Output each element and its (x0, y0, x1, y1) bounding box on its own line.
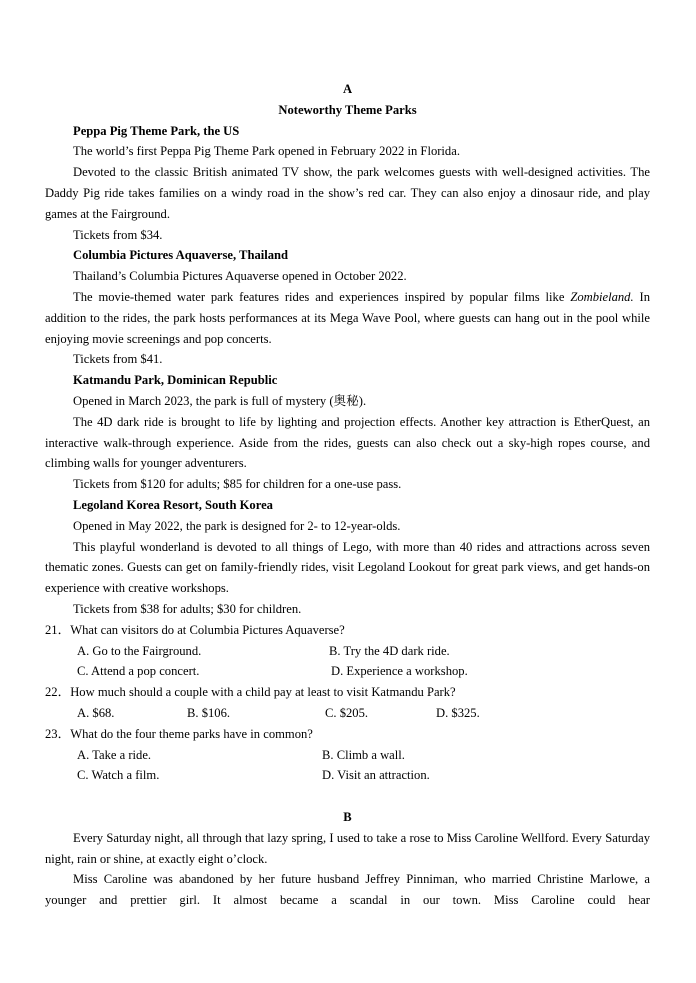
park-heading-katmandu: Katmandu Park, Dominican Republic (73, 373, 278, 388)
park-tickets: Tickets from $38 for adults; $30 for children. (73, 601, 302, 616)
park-paragraph: The world’s first Peppa Pig Theme Park opened in February 2022 in Florida. (73, 144, 460, 159)
park-tickets: Tickets from $34. (73, 227, 163, 242)
option-a: A. $68. (77, 705, 115, 720)
park-heading-peppa: Peppa Pig Theme Park, the US (73, 123, 240, 138)
question-21: 21．What can visitors do at Columbia Pictures Aquaverse? (45, 622, 345, 637)
park-paragraph: Opened in March 2023, the park is full of mystery (奥秘). (73, 393, 367, 408)
question-21-options (45, 661, 650, 682)
park-paragraph: Devoted to the classic British animated TV show, the park welcomes guests with well-designed activities. The Daddy Pig ride takes families on a windy road in the show’s red car. They can also enjoy a dinosaur ride, and play games at the Fairground. (45, 165, 650, 221)
movie-title-italic: Zombieland. (570, 289, 634, 304)
option-d: D. Visit an attraction. (322, 768, 430, 783)
exam-page (45, 79, 650, 911)
park-tickets: Tickets from $41. (73, 352, 163, 367)
option-c: C. Watch a film. (77, 768, 160, 783)
question-23-options (45, 745, 650, 766)
option-d: D. $325. (436, 705, 480, 720)
park-paragraph: This playful wonderland is devoted to all things of Lego, with more than 40 rides and attractions across seven thematic zones. Guests can get on family-friendly rides, visit Legoland Lookout for great park views, and get hands-on experience with creative workshops. (45, 539, 650, 596)
option-a: A. Take a ride. (77, 747, 152, 762)
question-21-options (45, 641, 650, 662)
question-23-options (45, 765, 650, 786)
question-23: 23．What do the four theme parks have in common? (45, 726, 313, 741)
movie-text-after: In addition to the rides, the park hosts performances at its Mega Wave Pool, where guests can hang out in the pool while enjoying movie screenings and pop concerts. (45, 289, 650, 346)
question-22: 22．How much should a couple with a child pay at least to visit Katmandu Park? (45, 685, 456, 700)
movie-text-before: The movie-themed water park features rides and experiences inspired by popular films like (73, 289, 571, 304)
section-a-letter: A (342, 82, 353, 96)
park-paragraph: Thailand’s Columbia Pictures Aquaverse opened in October 2022. (73, 269, 407, 284)
option-b: B. Climb a wall. (322, 747, 405, 762)
section-gap (45, 786, 650, 807)
option-c: C. $205. (325, 705, 369, 720)
option-b: B. $106. (187, 705, 231, 720)
section-b-letter: B (343, 810, 352, 825)
option-a: A. Go to the Fairground. (77, 643, 202, 658)
park-tickets: Tickets from $120 for adults; $85 for children for a one-use pass. (73, 477, 402, 492)
park-paragraph: Opened in May 2022, the park is designed for 2- to 12-year-olds. (73, 518, 401, 533)
option-b: B. Try the 4D dark ride. (329, 643, 450, 658)
park-heading-legoland: Legoland Korea Resort, South Korea (73, 497, 273, 512)
option-d: D. Experience a workshop. (331, 664, 468, 679)
passage-paragraph: Every Saturday night, all through that lazy spring, I used to take a rose to Miss Caroline Wellford. Every Saturday night, rain or shine, at exactly eight o’clock. (45, 830, 650, 866)
section-a-title: Noteworthy Theme Parks (278, 102, 417, 117)
question-22-options (45, 703, 650, 724)
park-paragraph (45, 287, 650, 349)
passage-paragraph: Miss Caroline was abandoned by her future husband Jeffrey Pinniman, who married Christine Marlowe, a younger and prettier girl. It almost became a scandal in our town. Miss Caroline could hear (45, 872, 650, 908)
option-c: C. Attend a pop concert. (77, 664, 200, 679)
park-paragraph: The 4D dark ride is brought to life by lighting and projection effects. Another key attraction is EtherQuest, an interactive walk-through experience. Aside from the rides, guests can also check out a sky-high ropes course, and climbing walls for younger adventurers. (45, 414, 650, 471)
park-heading-columbia: Columbia Pictures Aquaverse, Thailand (73, 248, 289, 263)
